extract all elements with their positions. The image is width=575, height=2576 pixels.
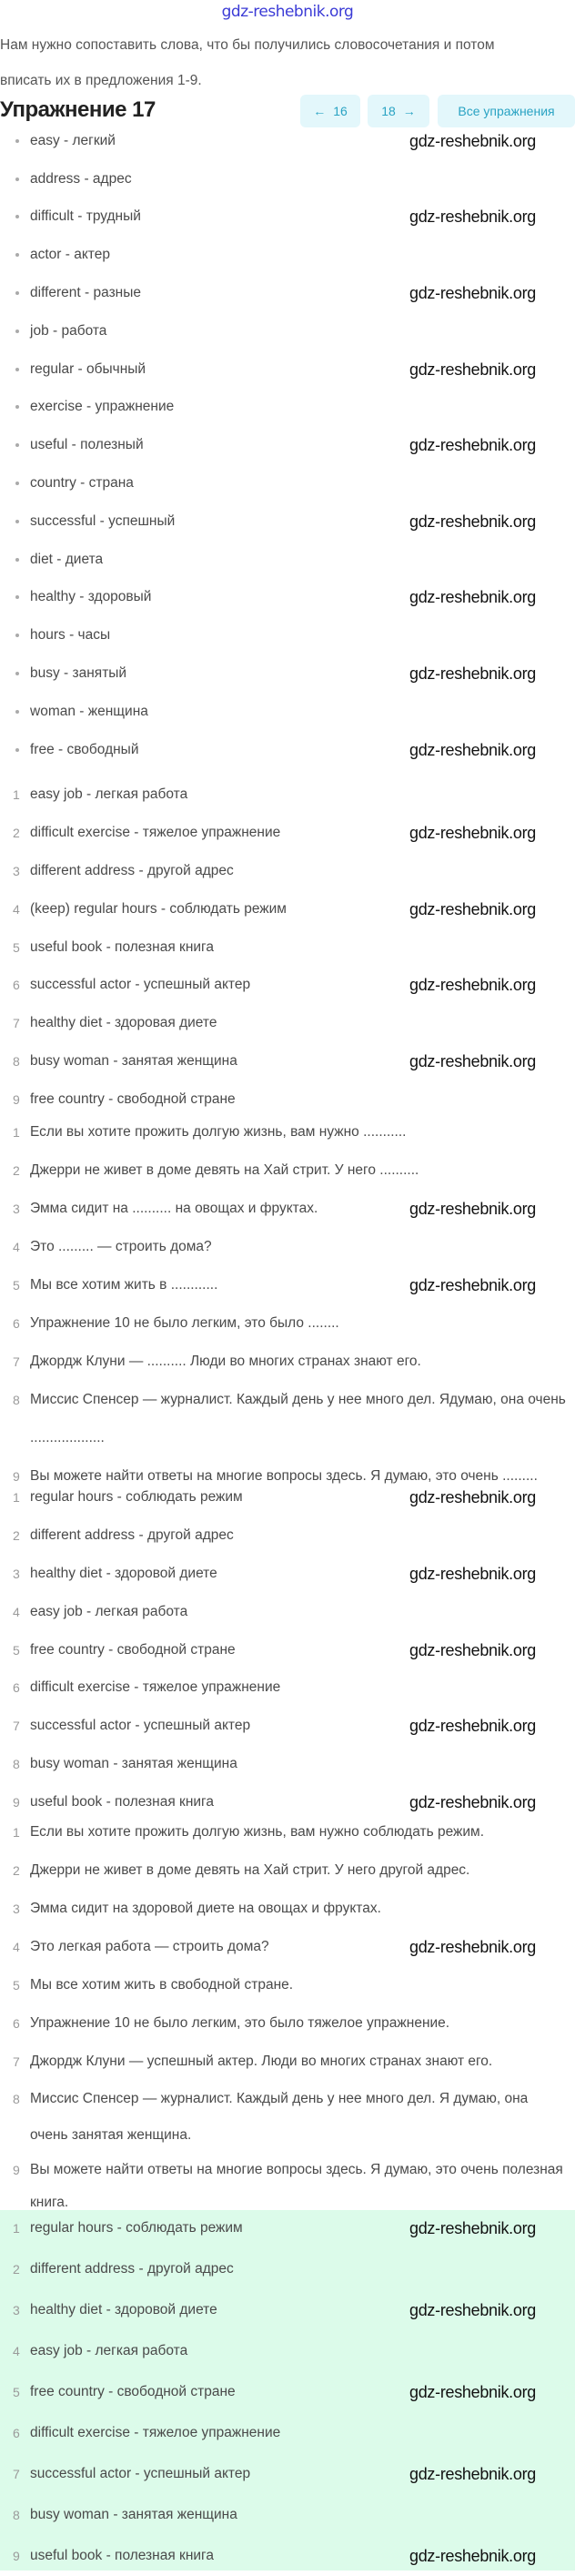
- item-text: free country - свободной стране: [30, 2383, 236, 2399]
- item-text: regular hours - соблюдать режим: [30, 2219, 243, 2236]
- numbered-item: [0, 2207, 575, 2248]
- item-text: regular - обычный: [30, 360, 146, 377]
- item-number: 9: [13, 2548, 20, 2563]
- watermark-text: gdz-reshebnik.org: [409, 1938, 536, 1956]
- item-text: Это ......... — строить дома?: [30, 1239, 212, 1254]
- item-number: 3: [13, 1566, 20, 1581]
- item-text: hours - часы: [30, 627, 111, 644]
- item-number: 9: [13, 1469, 20, 1484]
- item-text: healthy diet - здоровой диете: [30, 2301, 217, 2317]
- item-text: Миссис Спенсер — журналист. Каждый день у нее много дел. Ядумаю, она очень ...................: [30, 1392, 566, 1445]
- bullet-icon: [15, 672, 19, 675]
- bullet-icon: [15, 253, 19, 257]
- bullet-icon: [15, 520, 19, 523]
- watermark-text: gdz-reshebnik.org: [409, 284, 536, 303]
- numbered-item: [0, 2081, 575, 2154]
- item-text: woman - женщина: [30, 703, 148, 719]
- next-exercise-label: 18: [381, 104, 396, 118]
- list-item: [0, 464, 575, 502]
- item-number: 1: [13, 2220, 20, 2236]
- item-number: 9: [13, 1795, 20, 1810]
- item-text: successful actor - успешный актер: [30, 2465, 251, 2481]
- list-item: [0, 312, 575, 350]
- item-number: 8: [13, 1393, 20, 1407]
- answer-sentence-list: [0, 1813, 575, 2219]
- item-number: 2: [13, 1863, 20, 1878]
- watermark-text: gdz-reshebnik.org: [409, 1564, 536, 1583]
- list-item: [0, 389, 575, 427]
- list-item: [0, 122, 575, 160]
- item-number: 1: [13, 786, 20, 802]
- item-text: country - страна: [30, 475, 134, 492]
- item-text: useful - полезный: [30, 437, 144, 453]
- watermark-text: gdz-reshebnik.org: [409, 976, 536, 995]
- item-text: busy woman - занятая женщина: [30, 2506, 237, 2522]
- numbered-item: [0, 2004, 575, 2043]
- item-text: Джерри не живет в доме девять на Хай стрит. У него другой адрес.: [30, 1862, 470, 1878]
- item-number: 2: [13, 2261, 20, 2277]
- intro-line-1: Нам нужно сопоставить слова, что бы получились словосочетания и потом: [0, 37, 495, 53]
- numbered-item: [0, 852, 575, 890]
- item-number: 7: [13, 2466, 20, 2481]
- item-number: 7: [13, 1354, 20, 1369]
- bullet-icon: [15, 634, 19, 637]
- bullet-icon: [15, 443, 19, 447]
- item-number: 4: [13, 1940, 20, 1954]
- item-text: difficult exercise - тяжелое упражнение: [30, 824, 281, 840]
- item-text: healthy diet - здоровой диете: [30, 1565, 217, 1581]
- watermark-text: gdz-reshebnik.org: [409, 1200, 536, 1218]
- numbered-item: [0, 928, 575, 967]
- item-number: 6: [13, 1680, 20, 1696]
- item-text: busy woman - занятая женщина: [30, 1756, 237, 1772]
- item-number: 5: [13, 2384, 20, 2399]
- list-item: [0, 160, 575, 198]
- bullet-icon: [15, 139, 19, 143]
- item-number: 3: [13, 1902, 20, 1916]
- numbered-item: [0, 1928, 575, 1966]
- watermark-text: gdz-reshebnik.org: [409, 512, 536, 531]
- item-text: actor - актер: [30, 247, 110, 263]
- item-number: 2: [13, 1527, 20, 1543]
- item-text: Упражнение 10 не было легким, это было ........: [30, 1315, 339, 1331]
- item-text: busy woman - занятая женщина: [30, 1053, 237, 1070]
- item-number: 8: [13, 2092, 20, 2106]
- numbered-item: [0, 1813, 575, 1851]
- item-number: 4: [13, 901, 20, 917]
- item-text: Это легкая работа — строить дома?: [30, 1939, 269, 1954]
- numbered-item: [0, 1381, 575, 1457]
- item-number: 1: [13, 1489, 20, 1505]
- numbered-item: [0, 1890, 575, 1928]
- watermark-text: gdz-reshebnik.org: [409, 131, 536, 150]
- item-number: 3: [13, 1202, 20, 1216]
- item-number: 2: [13, 825, 20, 840]
- item-number: 8: [13, 1757, 20, 1772]
- bullet-icon: [15, 177, 19, 181]
- item-number: 2: [13, 1163, 20, 1178]
- item-text: different address - другой адрес: [30, 2260, 234, 2277]
- item-text: job - работа: [30, 322, 107, 339]
- item-text: different address - другой адрес: [30, 862, 234, 878]
- numbered-item: [0, 776, 575, 814]
- numbered-item: [0, 1593, 575, 1631]
- item-number: 7: [13, 1016, 20, 1031]
- watermark-text: gdz-reshebnik.org: [409, 1793, 536, 1812]
- item-text: easy job - легкая работа: [30, 786, 188, 802]
- numbered-item: [0, 2248, 575, 2289]
- numbered-item: [0, 1113, 575, 1151]
- list-item: [0, 541, 575, 579]
- item-text: easy job - легкая работа: [30, 1603, 188, 1619]
- item-number: 7: [13, 2054, 20, 2069]
- item-text: useful book - полезная книга: [30, 938, 214, 955]
- item-text: different - разные: [30, 285, 141, 301]
- item-number: 9: [13, 2163, 20, 2177]
- numbered-item: [0, 1966, 575, 2004]
- item-text: Если вы хотите прожить долгую жизнь, вам нужно соблюдать режим.: [30, 1824, 485, 1840]
- item-text: useful book - полезная книга: [30, 2547, 214, 2563]
- intro-line-2: вписать их в предложения 1-9.: [0, 73, 202, 88]
- watermark-text: gdz-reshebnik.org: [409, 1487, 536, 1506]
- item-text: different address - другой адрес: [30, 1526, 234, 1543]
- watermark-text: gdz-reshebnik.org: [409, 360, 536, 379]
- list-item: [0, 731, 575, 769]
- numbered-item: [0, 2535, 575, 2576]
- numbered-item: [0, 1851, 575, 1890]
- list-item: [0, 350, 575, 389]
- item-text: Джордж Клуни — успешный актер. Люди во многих странах знают его.: [30, 2054, 493, 2069]
- page-title: Упражнение 17: [0, 97, 156, 122]
- numbered-item: [0, 2494, 575, 2535]
- list-item: [0, 616, 575, 654]
- site-logo[interactable]: gdz-reshebnik.org: [221, 3, 354, 21]
- numbered-item: [0, 1631, 575, 1669]
- item-number: 9: [13, 1092, 20, 1108]
- item-number: 4: [13, 1604, 20, 1619]
- item-text: diet - диета: [30, 551, 104, 567]
- item-number: 6: [13, 2425, 20, 2440]
- item-text: Джордж Клуни — .......... Люди во многих странах знают его.: [30, 1354, 421, 1369]
- bullet-icon: [15, 291, 19, 295]
- list-item: [0, 198, 575, 237]
- bullet-icon: [15, 215, 19, 218]
- list-item: [0, 502, 575, 541]
- watermark-text: gdz-reshebnik.org: [409, 2300, 536, 2319]
- numbered-item: [0, 1042, 575, 1080]
- item-number: 6: [13, 978, 20, 993]
- item-text: useful book - полезная книга: [30, 1794, 214, 1810]
- watermark-text: gdz-reshebnik.org: [409, 823, 536, 842]
- numbered-item: [0, 1668, 575, 1707]
- list-item: [0, 654, 575, 693]
- item-number: 1: [13, 1125, 20, 1140]
- watermark-text: gdz-reshebnik.org: [409, 664, 536, 684]
- numbered-item: [0, 2412, 575, 2453]
- item-number: 8: [13, 1054, 20, 1070]
- numbered-item: [0, 1190, 575, 1228]
- numbered-item: [0, 814, 575, 852]
- numbered-item: [0, 1004, 575, 1042]
- watermark-text: gdz-reshebnik.org: [409, 1640, 536, 1659]
- numbered-item: [0, 2371, 575, 2412]
- item-text: Мы все хотим жить в свободной стране.: [30, 1977, 294, 1993]
- item-text: Мы все хотим жить в ............: [30, 1277, 218, 1293]
- numbered-item: [0, 1266, 575, 1304]
- numbered-item: [0, 1228, 575, 1266]
- numbered-item: [0, 1304, 575, 1343]
- item-number: 5: [13, 939, 20, 955]
- numbered-item: [0, 2289, 575, 2330]
- item-number: 5: [13, 1278, 20, 1293]
- arrow-right-icon: →: [402, 104, 416, 118]
- numbered-item: [0, 1516, 575, 1555]
- bullet-icon: [15, 482, 19, 485]
- numbered-item: [0, 890, 575, 928]
- item-text: exercise - упражнение: [30, 399, 175, 415]
- list-item: [0, 693, 575, 731]
- item-number: 6: [13, 1316, 20, 1331]
- watermark-text: gdz-reshebnik.org: [409, 899, 536, 918]
- item-text: healthy diet - здоровая диете: [30, 1015, 217, 1031]
- item-number: 4: [13, 1240, 20, 1254]
- item-number: 7: [13, 1719, 20, 1734]
- item-number: 3: [13, 863, 20, 878]
- item-number: 6: [13, 2016, 20, 2031]
- watermark-text: gdz-reshebnik.org: [409, 740, 536, 759]
- item-text: difficult exercise - тяжелое упражнение: [30, 2424, 281, 2440]
- numbered-item: [0, 1478, 575, 1516]
- watermark-text: gdz-reshebnik.org: [409, 1717, 536, 1736]
- watermark-text: gdz-reshebnik.org: [409, 2546, 536, 2565]
- item-text: Эмма сидит на .......... на овощах и фруктах.: [30, 1201, 318, 1216]
- bullet-icon: [15, 595, 19, 599]
- item-number: 5: [13, 1978, 20, 1993]
- item-text: easy job - легкая работа: [30, 2342, 188, 2358]
- bullet-icon: [15, 368, 19, 371]
- item-text: free country - свободной стране: [30, 1641, 236, 1658]
- bullet-icon: [15, 748, 19, 752]
- numbered-item: [0, 2453, 575, 2494]
- bullet-icon: [15, 558, 19, 562]
- item-text: difficult - трудный: [30, 208, 141, 225]
- list-item: [0, 236, 575, 274]
- item-text: free country - свободной стране: [30, 1091, 236, 1108]
- item-text: regular hours - соблюдать режим: [30, 1488, 243, 1505]
- bullet-icon: [15, 330, 19, 333]
- item-text: free - свободный: [30, 741, 139, 757]
- list-item: [0, 426, 575, 464]
- watermark-text: gdz-reshebnik.org: [409, 2382, 536, 2401]
- item-text: successful actor - успешный актер: [30, 1718, 251, 1734]
- item-text: healthy - здоровый: [30, 589, 152, 605]
- item-text: address - адрес: [30, 170, 132, 187]
- numbered-item: [0, 966, 575, 1004]
- item-text: successful - успешный: [30, 512, 176, 529]
- watermark-text: gdz-reshebnik.org: [409, 208, 536, 227]
- item-text: difficult exercise - тяжелое упражнение: [30, 1679, 281, 1696]
- item-number: 4: [13, 2343, 20, 2358]
- item-text: Вы можете найти ответы на многие вопросы здесь. Я думаю, это очень полезная книга.: [30, 2162, 563, 2210]
- word-list: [0, 122, 575, 769]
- numbered-item: [0, 2043, 575, 2081]
- item-text: (keep) regular hours - соблюдать режим: [30, 900, 287, 917]
- numbered-item: [0, 2330, 575, 2371]
- phrase-list: [0, 776, 575, 1119]
- item-text: Миссис Спенсер — журналист. Каждый день у нее много дел. Я думаю, она очень занятая женщина.: [30, 2091, 529, 2143]
- watermark-text: gdz-reshebnik.org: [409, 1276, 536, 1294]
- numbered-item: [0, 1555, 575, 1593]
- arrow-left-icon: ←: [313, 104, 327, 118]
- bullet-icon: [15, 405, 19, 409]
- phrase-list-sorted: [0, 1478, 575, 1821]
- item-text: successful actor - успешный актер: [30, 977, 251, 993]
- sentence-list: [0, 1113, 575, 1496]
- list-item: [0, 274, 575, 312]
- item-text: Эмма сидит на здоровой диете на овощах и фруктах.: [30, 1901, 381, 1916]
- watermark-text: gdz-reshebnik.org: [409, 588, 536, 607]
- prev-exercise-label: 16: [333, 104, 348, 118]
- answer-list: [0, 2207, 575, 2576]
- numbered-item: [0, 1151, 575, 1190]
- item-number: 1: [13, 1825, 20, 1840]
- item-text: busy - занятый: [30, 665, 127, 682]
- item-number: 8: [13, 2507, 20, 2522]
- numbered-item: [0, 1343, 575, 1381]
- watermark-text: gdz-reshebnik.org: [409, 1052, 536, 1071]
- watermark-text: gdz-reshebnik.org: [409, 2464, 536, 2483]
- numbered-item: [0, 1745, 575, 1783]
- item-text: Если вы хотите прожить долгую жизнь, вам нужно ...........: [30, 1124, 407, 1140]
- item-number: 5: [13, 1642, 20, 1658]
- item-text: Вы можете найти ответы на многие вопросы здесь. Я думаю, это очень .........: [30, 1468, 538, 1484]
- item-number: 3: [13, 2302, 20, 2317]
- item-text: Джерри не живет в доме девять на Хай стрит. У него ..........: [30, 1162, 419, 1178]
- list-item: [0, 579, 575, 617]
- all-exercises-label: Все упражнения: [458, 104, 555, 118]
- bullet-icon: [15, 710, 19, 714]
- item-text: easy - легкий: [30, 132, 116, 148]
- watermark-text: gdz-reshebnik.org: [409, 2218, 536, 2237]
- watermark-text: gdz-reshebnik.org: [409, 436, 536, 455]
- item-text: Упражнение 10 не было легким, это было тяжелое упражнение.: [30, 2015, 450, 2031]
- numbered-item: [0, 1707, 575, 1745]
